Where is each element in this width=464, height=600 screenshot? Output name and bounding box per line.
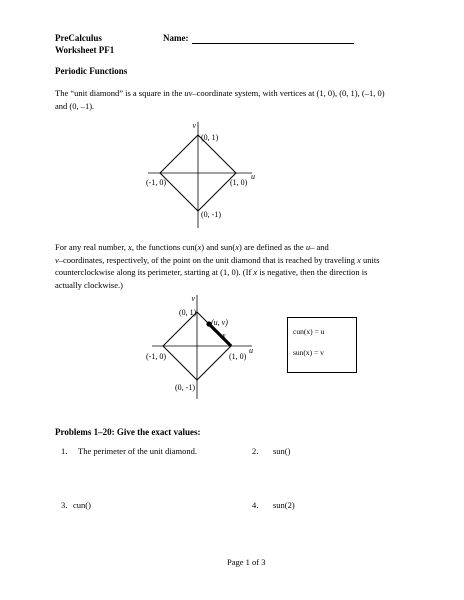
def-text: , the functions cun( [131, 242, 198, 252]
page-number: Page 1 of 3 [227, 557, 266, 567]
vertex-right-label: (1, 0) [230, 178, 248, 187]
vertex-right-label: (1, 0) [229, 352, 247, 361]
def-var-x: x [253, 267, 258, 277]
formula-box [287, 317, 357, 373]
axis-v-label: v [192, 121, 196, 130]
problems-title: Problems 1–20: Give the exact values: [55, 427, 201, 437]
point-label: (u, v) [211, 318, 228, 327]
problem-2-text: sun() [273, 446, 291, 456]
intro-paragraph [55, 87, 385, 112]
arc-label: x [222, 331, 226, 340]
intro-uv: uv [184, 88, 193, 98]
def-var-x: x [357, 254, 361, 265]
axis-v-label: v [191, 294, 195, 303]
vertex-bottom-label: (0, -1) [201, 210, 221, 219]
problem-3-text: cun() [73, 500, 91, 510]
axis-u-label: u [249, 346, 253, 355]
def-text: actually clockwise.) [55, 279, 123, 290]
unit-diamond-figure [130, 118, 290, 230]
axis-u-label: u [251, 172, 255, 181]
intro-text-b: –coordinate system, with vertices at (1, 0), (0, 1), (–1, 0) [192, 88, 385, 98]
name-label: Name: [163, 33, 189, 43]
intro-text-a: The “unit diamond” is a square in the [55, 88, 185, 98]
def-text: ) are defined as the [239, 242, 306, 252]
def-var-x: x [235, 242, 240, 252]
def-text: units [360, 254, 380, 265]
def-var-x: x [128, 242, 132, 252]
def-text: – and [310, 242, 329, 252]
definition-paragraph [55, 241, 380, 291]
problem-2-number: 2. [252, 446, 259, 456]
def-text: ) and sun( [201, 242, 236, 252]
def-var-v: v [55, 254, 59, 265]
formula-cun: cun(x) = u [293, 327, 325, 336]
def-var-x: x [197, 242, 202, 252]
vertex-top-label: (0, 1) [201, 133, 219, 142]
unit-diamond-point-figure [140, 292, 280, 400]
def-text: –coordinates, respectively, of the point on the unit diamond that is reached by traveling [58, 254, 358, 265]
vertex-bottom-label: (0, -1) [175, 383, 195, 392]
vertex-left-label: (-1, 0) [146, 352, 166, 361]
problem-1-number: 1. [61, 446, 68, 456]
def-text: counterclockwise along its perimeter, starting at (1, 0). (If [55, 267, 254, 277]
problem-3-number: 3. [61, 500, 68, 510]
arc-segment [209, 324, 231, 346]
def-var-u: u [305, 242, 311, 252]
vertex-top-label: (0, 1) [179, 308, 197, 317]
course-title: PreCalculus [55, 33, 102, 43]
worksheet-title: Worksheet PF1 [55, 45, 115, 55]
def-text: For any real number, [55, 242, 129, 252]
problem-1-text: The perimeter of the unit diamond. [78, 446, 197, 456]
vertex-left-label: (-1, 0) [146, 178, 166, 187]
formula-sun: sun(x) = v [293, 348, 324, 357]
intro-text-line2: and (0, –1). [55, 100, 95, 111]
name-field-line[interactable] [192, 43, 354, 44]
problem-4-number: 4. [252, 500, 259, 510]
section-title: Periodic Functions [55, 66, 128, 76]
problem-4-text: sun(2) [273, 500, 295, 510]
def-text: is negative, then the direction is [257, 267, 368, 277]
